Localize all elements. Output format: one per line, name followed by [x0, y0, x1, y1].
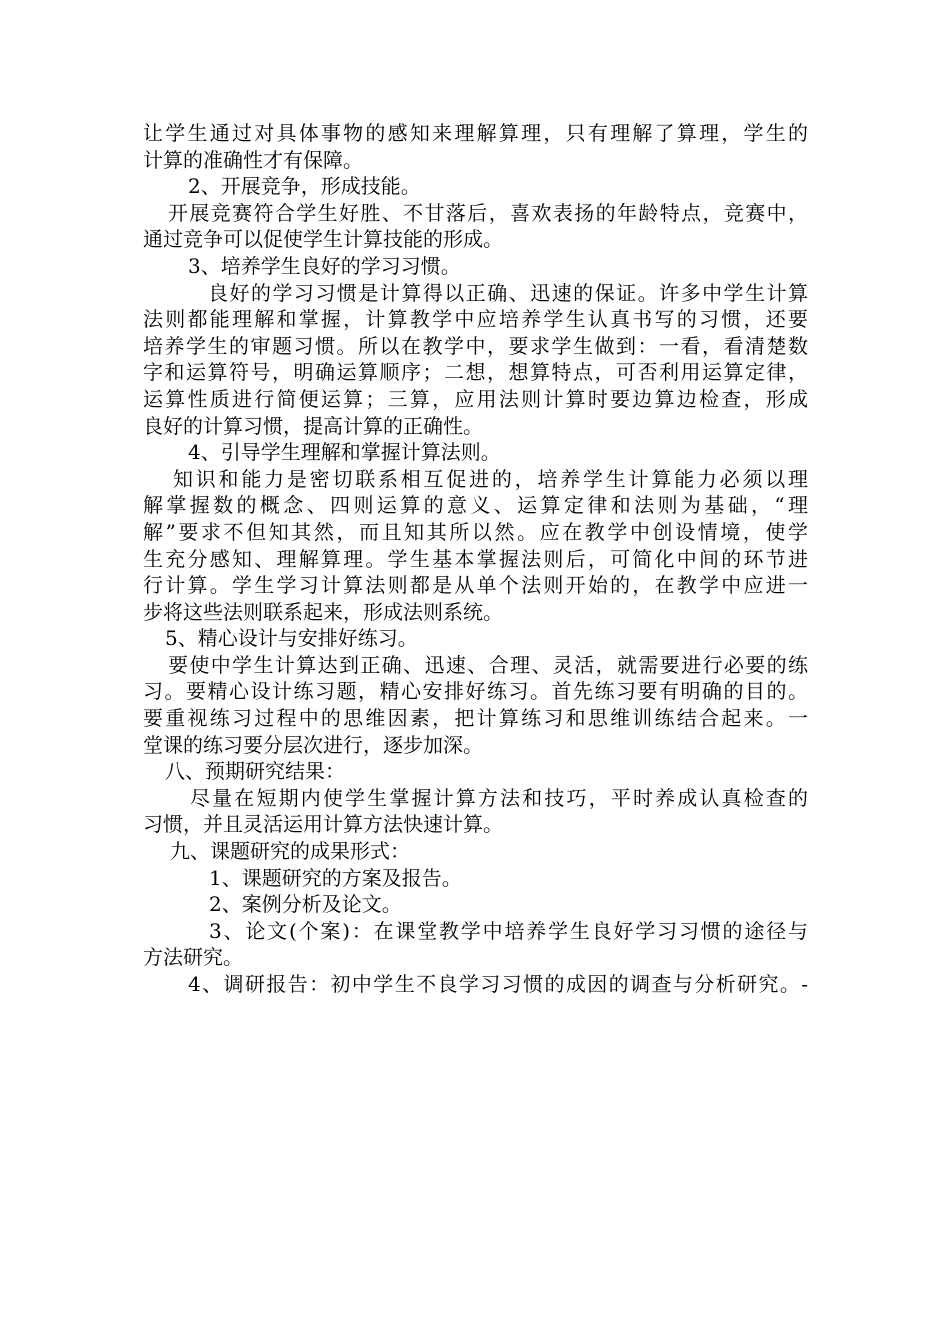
text-line: 运算性质进行简便运算；三算，应用法则计算时要边算边检查，形成	[143, 386, 808, 411]
text-line: 习。要精心设计练习题，精心安排好练习。首先练习要有明确的目的。	[143, 679, 808, 704]
text-line: 通过竞争可以促使学生计算技能的形成。	[143, 227, 503, 252]
section-heading: 3、培养学生良好的学习习惯。	[188, 253, 461, 278]
text-line: 步将这些法则联系起来，形成法则系统。	[143, 599, 503, 624]
text-line: 知识和能力是密切联系相互促进的，培养学生计算能力必须以理	[173, 466, 808, 491]
text-line: 解掌握数的概念、四则运算的意义、运算定律和法则为基础，“理	[143, 493, 808, 518]
list-item: 4、调研报告：初中学生不良学习习惯的成因的调查与分析研究。-	[188, 972, 808, 996]
text-line: 计算的准确性才有保障。	[143, 147, 363, 172]
text-line: 良好的计算习惯，提高计算的正确性。	[143, 413, 483, 438]
section-heading: 九、课题研究的成果形式：	[170, 839, 410, 864]
text-line: 要重视练习过程中的思维因素，把计算练习和思维训练结合起来。一	[143, 706, 808, 731]
text-line: 方法研究。	[143, 945, 243, 970]
text-line: 生充分感知、理解算理。学生基本掌握法则后，可简化中间的环节进	[143, 546, 808, 571]
text-line: 良好的学习习惯是计算得以正确、迅速的保证。许多中学生计算	[208, 280, 808, 305]
text-line: 字和运算符号，明确运算顺序；二想，想算特点，可否利用运算定律，	[143, 360, 808, 385]
text-line: 培养学生的审题习惯。所以在教学中，要求学生做到：一看，看清楚数	[143, 333, 808, 358]
list-item: 2、案例分析及论文。	[209, 892, 402, 917]
text-line: 尽量在短期内使学生掌握计算方法和技巧，平时养成认真检查的	[190, 785, 808, 810]
text-line: 要使中学生计算达到正确、迅速、合理、灵活，就需要进行必要的练	[168, 652, 808, 677]
section-heading: 八、预期研究结果：	[165, 759, 345, 784]
text-line: 习惯，并且灵活运用计算方法快速计算。	[143, 812, 503, 837]
list-item: 3、论文(个案)：在课堂教学中培养学生良好学习习惯的途径与	[209, 918, 808, 943]
section-heading: 4、引导学生理解和掌握计算法则。	[188, 440, 501, 465]
text-line: 法则都能理解和掌握，计算教学中应培养学生认真书写的习惯，还要	[143, 307, 808, 332]
section-heading: 5、精心设计与安排好练习。	[165, 626, 418, 651]
text-line: 解”要求不但知其然，而且知其所以然。应在教学中创设情境，使学	[143, 519, 808, 544]
text-line: 开展竞赛符合学生好胜、不甘落后，喜欢表扬的年龄特点，竞赛中，	[168, 200, 808, 225]
document-page	[143, 120, 808, 998]
text-line: 堂课的练习要分层次进行，逐步加深。	[143, 732, 483, 757]
list-item: 1、课题研究的方案及报告。	[209, 865, 462, 890]
text-line: 让学生通过对具体事物的感知来理解算理，只有理解了算理，学生的	[143, 121, 808, 145]
text-line: 行计算。学生学习计算法则都是从单个法则开始的，在教学中应进一	[143, 573, 808, 598]
section-heading: 2、开展竞争，形成技能。	[188, 174, 421, 199]
